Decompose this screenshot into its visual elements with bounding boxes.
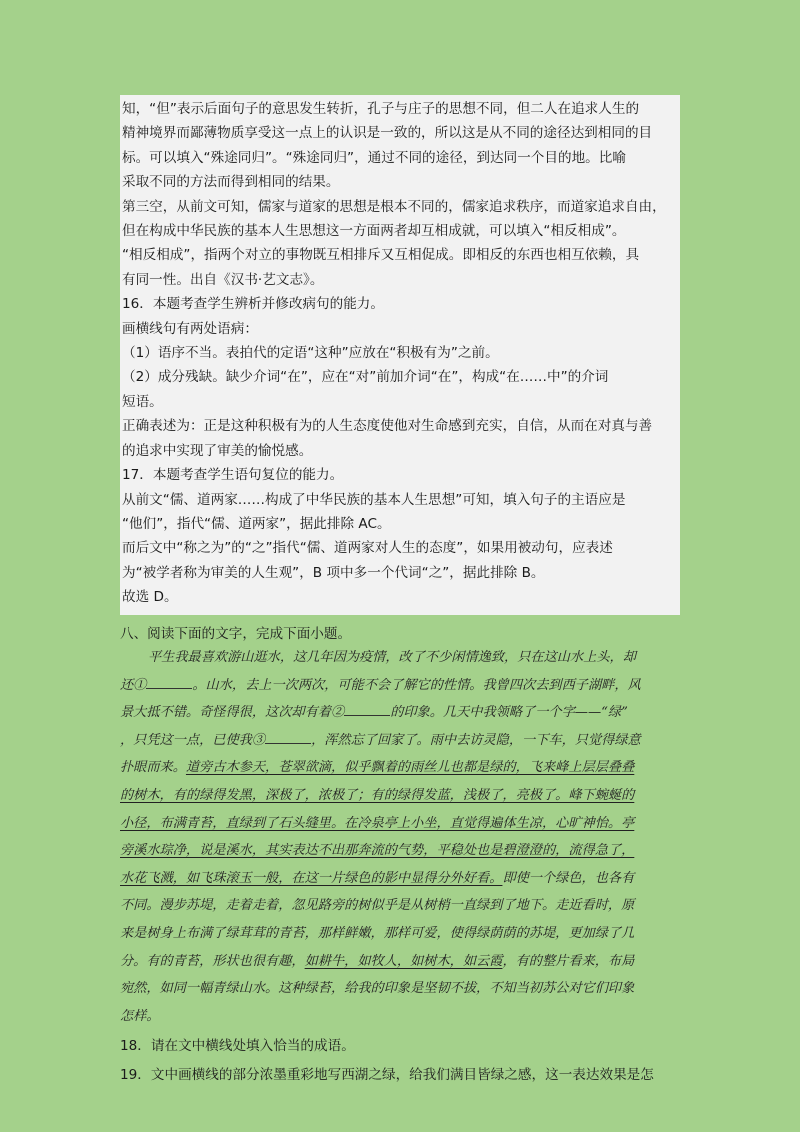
- underlined-text: 道旁古木参天，苍翠欲滴，似乎飘着的雨丝儿也都是绿的，飞来峰上层层叠叠: [185, 760, 635, 776]
- passage-text: 分。有的青苔，形状也很有趣，: [120, 953, 305, 969]
- answer-line: 短语。: [122, 393, 163, 410]
- question-18: 18．请在文中横线处填入恰当的成语。: [120, 1038, 355, 1054]
- answer-line: 而后文中“称之为”的“之”指代“儒、道两家对人生的态度”，如果用被动句，应表述: [122, 540, 613, 557]
- passage-text: 景大抵不错。奇怪得很，这次却有着②: [120, 705, 345, 721]
- passage-line: 不同。漫步苏堤，走着走着，忽见路旁的树似乎是从树梢一直绿到了地下。走近看时，原: [120, 898, 635, 914]
- blank-3[interactable]: [265, 729, 311, 744]
- underlined-text: 的树木，有的绿得发黑，深极了，浓极了；有的绿得发蓝，浅极了，亮极了。峰下蜿蜒的: [120, 787, 635, 803]
- answer-line: （1）语序不当。表拍代的定语“这种”应放在“积极有为”之前。: [122, 345, 499, 362]
- answer-line: 故选 D。: [122, 589, 178, 606]
- answer-line: 采取不同的方法而得到相同的结果。: [122, 174, 340, 191]
- passage-text: ，浑然忘了回家了。雨中去访灵隐，一下车，只觉得绿意: [311, 732, 641, 748]
- question-19: 19．文中画横线的部分浓墨重彩地写西湖之绿，给我们满目皆绿之感，这一表达效果是怎: [120, 1067, 654, 1083]
- blank-1[interactable]: [146, 674, 192, 689]
- passage-line: [120, 699, 680, 727]
- answer-line: “相反相成”，指两个对立的事物既互相排斥又互相促成。即相反的东西也相互依赖，具: [122, 247, 640, 264]
- answer-line: 16．本题考查学生辨析并修改病句的能力。: [122, 296, 384, 313]
- answer-line: 知，“但”表示后面句子的意思发生转折，孔子与庄子的思想不同，但二人在追求人生的: [122, 101, 640, 117]
- passage-text: 的印象。几天中我领略了一个字——“绿”: [390, 705, 628, 721]
- answer-explanation-box: [120, 95, 680, 615]
- underlined-text: 旁溪水琮净，说是溪水，其实表达不出那奔流的气势，平稳处也是碧澄澄的，流得急了，: [120, 843, 635, 859]
- answer-line: “他们”，指代“儒、道两家”，据此排除 AC。: [122, 515, 391, 532]
- blank-2[interactable]: [344, 701, 390, 716]
- passage-line: [120, 727, 680, 755]
- underlined-text: 水花飞溅，如飞珠滚玉一般，在这一片绿色的影中显得分外好看。: [120, 870, 503, 886]
- passage-text: 。山水，去上一次两次，可能不会了解它的性情。我曾四次去到西子湖畔，风: [192, 677, 641, 693]
- answer-line: 从前文“儒、道两家……构成了中华民族的基本人生思想”可知，填入句子的主语应是: [122, 491, 626, 508]
- passage-text: 即使一个绿色，也各有: [502, 870, 635, 886]
- passage-line: 来是树身上布满了绿茸茸的青苔，那样鲜嫩，那样可爱，使得绿荫荫的苏堤，更加绿了几: [120, 925, 635, 941]
- passage-line: 平生我最喜欢游山逛水，这几年因为疫情，改了不少闲情逸致，只在这山水上头，却: [148, 650, 636, 665]
- answer-line: 画横线句有两处语病：: [122, 320, 258, 337]
- passage-line: [120, 672, 680, 700]
- underlined-text: 如耕牛，如牧人，如树木，如云霞: [304, 953, 503, 969]
- passage-line: [120, 865, 680, 893]
- passage-text: 还①: [120, 677, 147, 693]
- answer-line: 但在构成中华民族的基本人生思想这一方面两者却互相成就，可以填入“相反相成”。: [122, 223, 626, 240]
- answer-line: 第三空，从前文可知，儒家与道家的思想是根本不同的，儒家追求秩序，而道家追求自由，: [122, 198, 666, 215]
- answer-line: 精神境界而鄙薄物质享受这一点上的认识是一致的，所以这是从不同的途径达到相同的目: [122, 125, 653, 142]
- passage-text: 扑眼而来。: [120, 760, 186, 776]
- answer-line: （2）成分残缺。缺少介词“在”，应在“对”前加介词“在”，构成“在……中”的介词: [122, 369, 609, 386]
- answer-line: 正确表述为：正是这种积极有为的人生态度使他对生命感到充实，自信，从而在对真与善: [122, 418, 653, 435]
- answer-line: 17．本题考查学生语句复位的能力。: [122, 467, 344, 484]
- answer-line: 有同一性。出自《汉书·艺文志》。: [122, 271, 324, 288]
- passage-line: 怎样。: [120, 1008, 160, 1024]
- section-heading: 八、阅读下面的文字，完成下面小题。: [120, 626, 352, 642]
- passage-line: [120, 948, 680, 976]
- reading-passage: [120, 644, 680, 1030]
- answer-line: 的追求中实现了审美的愉悦感。: [122, 442, 313, 459]
- passage-text: ，只凭这一点，已使我③: [120, 732, 266, 748]
- passage-line: [120, 754, 680, 782]
- answer-line: 标。可以填入“殊途同归”。“殊途同归”，通过不同的途径，到达同一个目的地。比喻: [122, 149, 626, 166]
- passage-text: ，有的整片看来，布局: [502, 953, 635, 969]
- answer-line: 为“被学者称为审美的人生观”，B 项中多一个代词“之”，据此排除 B。: [122, 564, 545, 581]
- underlined-text: 小径，布满青苔，直绿到了石头缝里。在冷泉亭上小坐，直觉得遍体生凉，心旷神怡。亭: [120, 815, 635, 831]
- passage-line: 宛然，如同一幅青绿山水。这种绿苔，给我的印象是坚韧不拔，不知当初苏公对它们印象: [120, 981, 635, 997]
